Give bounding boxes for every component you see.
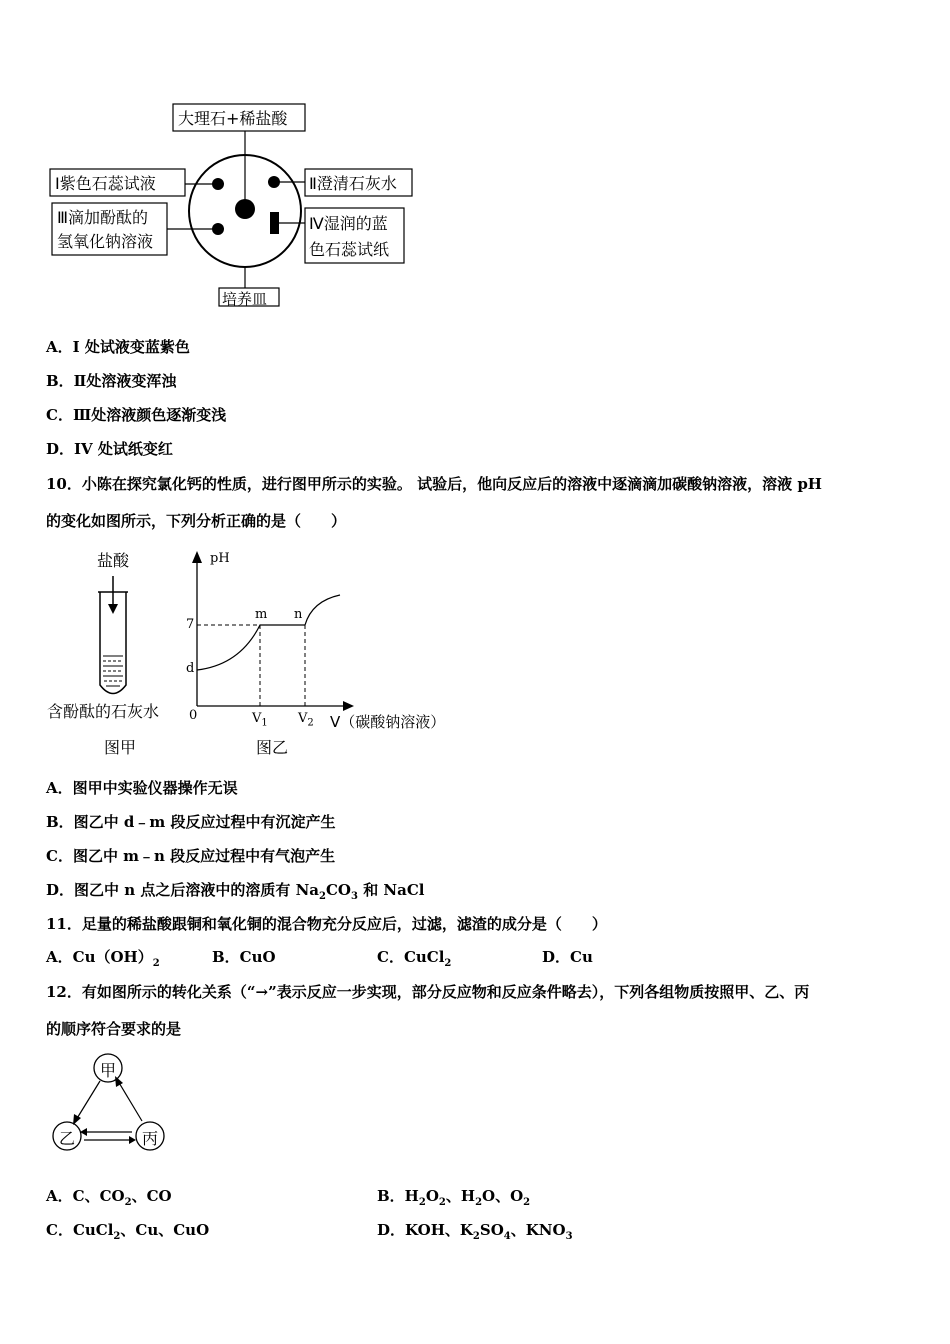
- q12-b-s3: 2: [475, 1197, 483, 1208]
- dot-ii: [268, 176, 280, 188]
- q11-stem: 11．足量的稀盐酸跟铜和氧化铜的混合物充分反应后，过滤，滤渣的成分是（ ）: [46, 915, 607, 933]
- q12-d-s1: 2: [472, 1231, 480, 1242]
- v1-sub: 1: [261, 717, 268, 729]
- dot-iii: [212, 223, 224, 235]
- x-label: V（碳酸钠溶液）: [330, 713, 446, 731]
- q12-d-p3: 、KNO: [510, 1221, 566, 1239]
- fig-a-caption: 图甲: [104, 738, 137, 757]
- q12-a-p2: 、CO: [131, 1187, 172, 1205]
- q12-c-p1: C．CuCl: [46, 1221, 114, 1239]
- point-m: m: [255, 607, 268, 622]
- q12-d-s2: 4: [503, 1231, 511, 1242]
- label-iii-line2: 氢氧化钠溶液: [57, 232, 154, 251]
- q9-option-b: B．Ⅱ处溶液变浑浊: [46, 372, 177, 390]
- q12-d-p2: SO: [479, 1221, 504, 1239]
- label-ii: Ⅱ澄清石灰水: [309, 174, 397, 193]
- q12-option-d: [377, 1219, 573, 1242]
- q10-option-a: A．图甲中实验仪器操作无误: [46, 779, 238, 797]
- ph-curve: [197, 595, 340, 670]
- q12-d-p1: D．KOH、K: [377, 1221, 473, 1239]
- q11-option-c: [377, 946, 451, 969]
- q12-stem-line1: 12．有如图所示的转化关系（“→”表示反应一步实现，部分反应物和反应条件略去），下列各组物质按照甲、乙、丙: [46, 983, 810, 1001]
- q10-d-sub2: 3: [351, 891, 358, 902]
- q12-b-s4: 2: [523, 1197, 531, 1208]
- node-yi: 乙: [59, 1129, 76, 1148]
- q10-d-mid: CO: [325, 881, 351, 899]
- fig-b-caption: 图乙: [256, 738, 289, 757]
- v1-text: V: [252, 711, 262, 726]
- q9-option-c: C．Ⅲ处溶液颜色逐渐变浅: [46, 406, 227, 424]
- point-n: n: [294, 607, 303, 622]
- q12-diagram: [40, 1050, 180, 1160]
- tick-d: d: [186, 661, 195, 676]
- q12-b-p1: B．H: [377, 1187, 419, 1205]
- q11-option-a: [46, 946, 160, 969]
- q12-option-c: [46, 1219, 209, 1242]
- tick-v2: [298, 711, 314, 729]
- q10-fig-b: [180, 545, 460, 765]
- tick-7: 7: [186, 617, 195, 632]
- solution-label: 含酚酞的石灰水: [47, 702, 160, 721]
- node-jia: 甲: [100, 1061, 117, 1080]
- q10-d-post: 和 NaCl: [357, 881, 425, 899]
- acid-label: 盐酸: [97, 551, 130, 570]
- label-iii-line1: Ⅲ滴加酚酞的: [57, 208, 149, 227]
- v2-text: V: [298, 711, 308, 726]
- q12-c-s1: 2: [113, 1231, 121, 1242]
- q10-d-sub1: 2: [319, 891, 326, 902]
- q11-a-sub: 2: [152, 958, 160, 969]
- q11-option-d: D．Cu: [542, 948, 593, 966]
- q11-c-sub: 2: [444, 958, 452, 969]
- q12-c-p2: 、Cu、CuO: [120, 1221, 210, 1239]
- v2-sub: 2: [307, 717, 314, 729]
- ph-chart: [180, 545, 460, 765]
- q10-stem-line2: 的变化如图所示，下列分析正确的是（ ）: [46, 512, 347, 530]
- q11-c-text: C．CuCl: [377, 948, 445, 966]
- q9-option-a: A．I 处试液变蓝紫色: [46, 338, 190, 356]
- label-iv-line1: Ⅳ湿润的蓝: [309, 214, 388, 233]
- q11-option-b: B．CuO: [212, 948, 276, 966]
- q9-diagram: [0, 0, 950, 320]
- q11-a-text: A．Cu（OH）: [46, 948, 153, 966]
- dot-i: [212, 178, 224, 190]
- q10-option-d: [46, 879, 424, 902]
- q9-option-d: D．IV 处试纸变红: [46, 440, 173, 458]
- q10-option-c: C．图乙中 m﹣n 段反应过程中有气泡产生: [46, 847, 336, 865]
- q12-a-p1: A．C、CO: [46, 1187, 125, 1205]
- q12-b-p3: 、H: [445, 1187, 476, 1205]
- node-bing: 丙: [142, 1129, 159, 1148]
- label-i: Ⅰ紫色石蕊试液: [55, 174, 156, 193]
- q12-stem-line2: 的顺序符合要求的是: [46, 1020, 182, 1038]
- y-label: pH: [210, 551, 230, 566]
- bottom-label: 培养皿: [222, 290, 268, 308]
- q12-b-p2: O: [425, 1187, 439, 1205]
- q12-b-p4: O、O: [482, 1187, 524, 1205]
- test-paper: [270, 212, 279, 234]
- test-tube-drawing: [40, 540, 180, 765]
- q10-d-pre: D．图乙中 n 点之后溶液中的溶质有 Na: [46, 881, 320, 899]
- q10-fig-a: [40, 540, 180, 765]
- q9-diagram-lines: [0, 0, 950, 320]
- q10-option-b: B．图乙中 d﹣m 段反应过程中有沉淀产生: [46, 813, 336, 831]
- q12-option-a: [46, 1185, 172, 1208]
- q12-d-s3: 3: [565, 1231, 573, 1242]
- tick-v1: [252, 711, 268, 729]
- top-label: 大理石+稀盐酸: [178, 109, 288, 128]
- q12-b-s1: 2: [418, 1197, 426, 1208]
- center-dot: [235, 199, 255, 219]
- q12-option-b: [377, 1185, 530, 1208]
- q10-stem-line1: 10．小陈在探究氯化钙的性质，进行图甲所示的实验。 试验后，他向反应后的溶液中逐滴滴加碳酸钠溶液，溶液 pH: [46, 475, 822, 493]
- q12-a-s1: 2: [124, 1197, 132, 1208]
- label-iv-line2: 色石蕊试纸: [309, 240, 390, 259]
- origin: 0: [189, 708, 198, 723]
- q12-b-s2: 2: [438, 1197, 446, 1208]
